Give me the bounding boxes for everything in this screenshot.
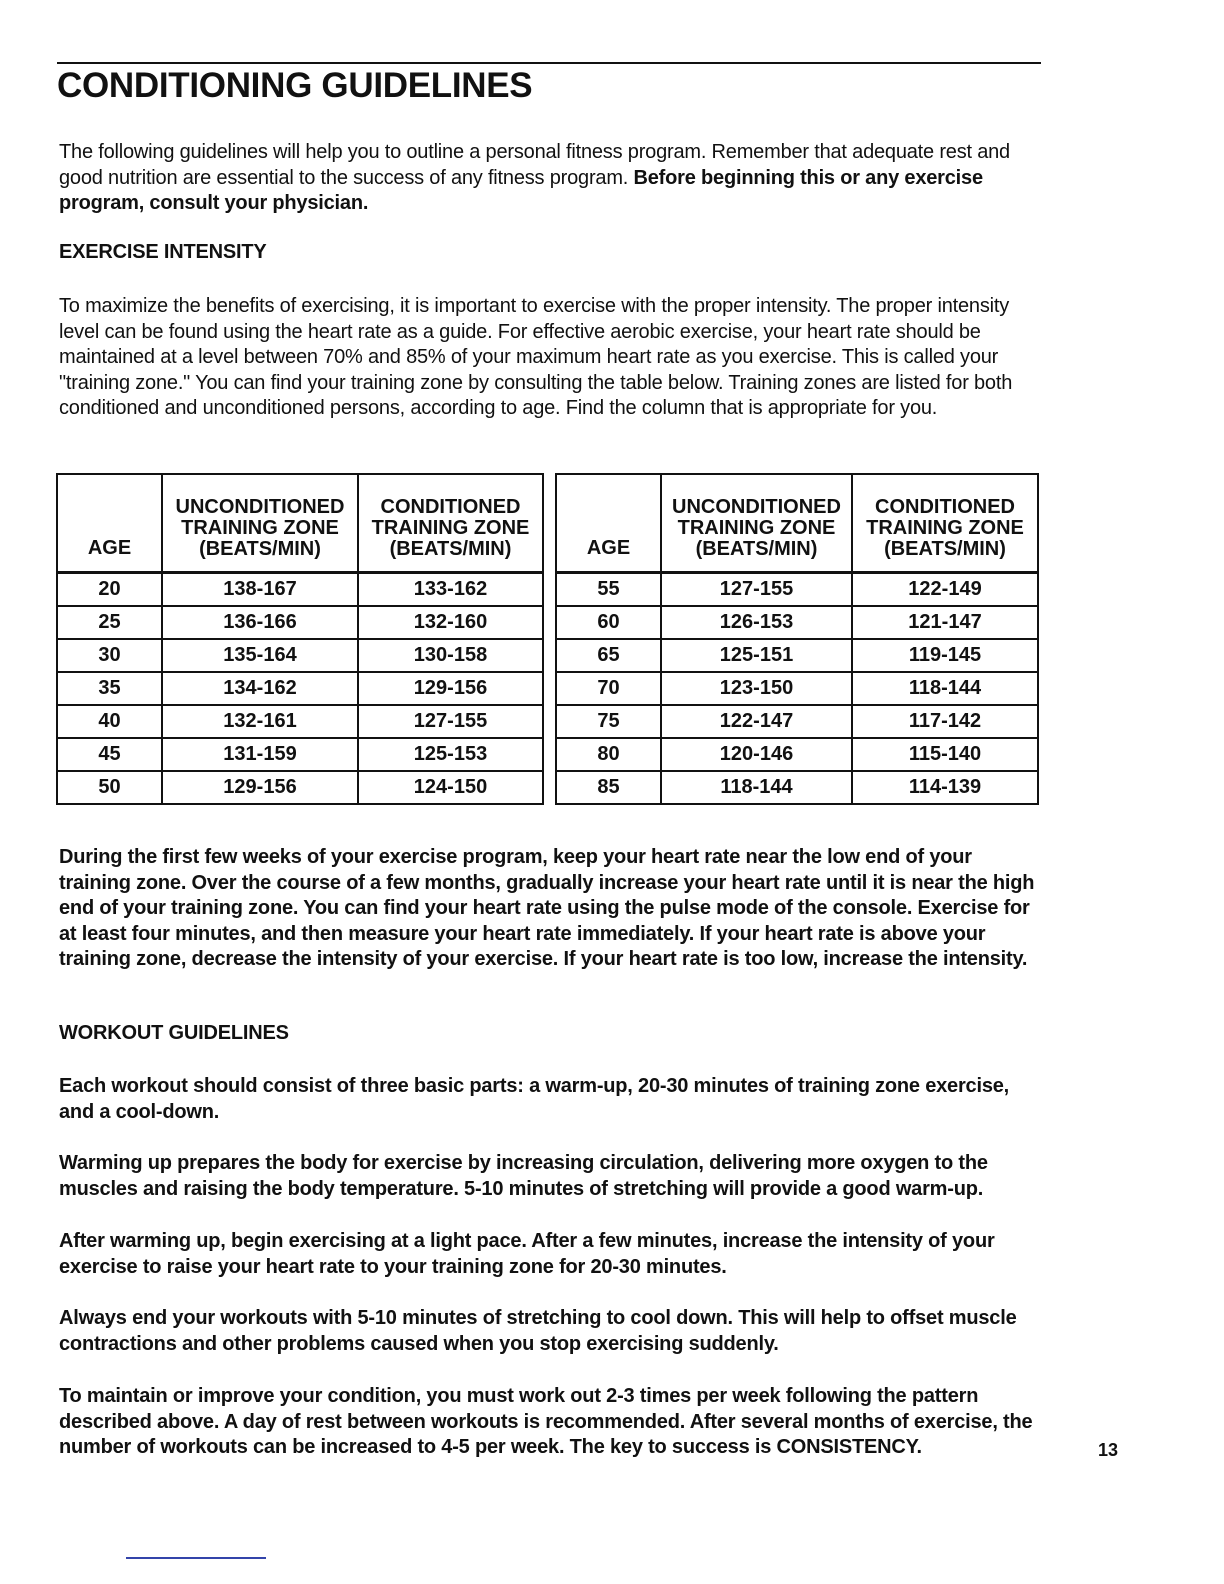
age-cell: 85 [556,771,661,804]
exercise-intensity-heading: EXERCISE INTENSITY [59,241,267,263]
table-header-row [57,474,543,573]
unconditioned-cell: 123-150 [661,672,852,705]
table-row [57,771,543,804]
table-row [556,738,1038,771]
intro-text: The following guidelines will help you to outline a personal fitness program. Remember that adequate rest and good nutrition are essential to the success of any fitness program. [59,141,1010,189]
conditioned-cell: 115-140 [852,738,1038,771]
table-row [57,738,543,771]
age-cell: 20 [57,573,162,607]
intro-paragraph [59,140,1044,217]
table-row [57,606,543,639]
conditioned-header: CONDITIONED TRAINING ZONE (BEATS/MIN) [358,474,543,573]
footer-line [126,1557,266,1559]
conditioned-cell: 119-145 [852,639,1038,672]
unconditioned-cell: 138-167 [162,573,358,607]
conditioned-cell: 129-156 [358,672,543,705]
workout-paragraph-frequency: To maintain or improve your condition, you must work out 2-3 times per week following the pattern described above. A day of rest between workouts is recommended. After several months of exercise, the number of workouts can be increased to 4-5 per week. The key to success is CONSISTENCY. [59,1385,1033,1458]
conditioned-cell: 127-155 [358,705,543,738]
unconditioned-cell: 122-147 [661,705,852,738]
age-cell: 80 [556,738,661,771]
age-header: AGE [556,474,661,573]
age-header: AGE [57,474,162,573]
conditioned-cell: 130-158 [358,639,543,672]
workout-paragraph-exercise: After warming up, begin exercising at a light pace. After a few minutes, increase the intensity of your exercise to raise your heart rate to your training zone for 20-30 minutes. [59,1230,995,1278]
conditioned-cell: 132-160 [358,606,543,639]
table-row [556,672,1038,705]
unconditioned-cell: 127-155 [661,573,852,607]
age-cell: 55 [556,573,661,607]
unconditioned-header: UNCONDITIONED TRAINING ZONE (BEATS/MIN) [162,474,358,573]
training-zone-table-right [555,473,1039,805]
conditioned-cell: 121-147 [852,606,1038,639]
top-rule [57,62,1041,64]
workout-guidelines-heading: WORKOUT GUIDELINES [59,1022,289,1044]
unconditioned-cell: 132-161 [162,705,358,738]
conditioned-cell: 118-144 [852,672,1038,705]
unconditioned-cell: 131-159 [162,738,358,771]
unconditioned-header: UNCONDITIONED TRAINING ZONE (BEATS/MIN) [661,474,852,573]
age-cell: 65 [556,639,661,672]
age-cell: 25 [57,606,162,639]
table-row [57,705,543,738]
workout-paragraph-parts: Each workout should consist of three basic parts: a warm-up, 20-30 minutes of training zone exercise, and a cool-down. [59,1075,1010,1123]
unconditioned-cell: 120-146 [661,738,852,771]
age-cell: 45 [57,738,162,771]
conditioned-cell: 122-149 [852,573,1038,607]
table-row [57,672,543,705]
table-row [57,573,543,607]
page-title: CONDITIONING GUIDELINES [57,66,533,105]
unconditioned-cell: 126-153 [661,606,852,639]
conditioned-cell: 133-162 [358,573,543,607]
unconditioned-cell: 136-166 [162,606,358,639]
table-row [556,573,1038,607]
conditioned-cell: 124-150 [358,771,543,804]
workout-paragraph-cooldown: Always end your workouts with 5-10 minutes of stretching to cool down. This will help to offset muscle contractions and other problems caused when you stop exercising suddenly. [59,1307,1017,1355]
table-row [556,606,1038,639]
age-cell: 40 [57,705,162,738]
training-zone-table-left [56,473,544,805]
age-cell: 50 [57,771,162,804]
unconditioned-cell: 118-144 [661,771,852,804]
age-cell: 75 [556,705,661,738]
page-number: 13 [1098,1440,1119,1460]
age-cell: 70 [556,672,661,705]
age-cell: 30 [57,639,162,672]
table-header-row [556,474,1038,573]
workout-paragraph-warmup: Warming up prepares the body for exercise by increasing circulation, delivering more oxygen to the muscles and raising the body temperature. 5-10 minutes of stretching will provide a good warm-up. [59,1152,988,1200]
table-row [556,771,1038,804]
table-row [556,705,1038,738]
table-row [556,639,1038,672]
table-row [57,639,543,672]
intro-warning: Before beginning this or any exercise program, consult your physician. [59,166,983,214]
age-cell: 60 [556,606,661,639]
conditioned-cell: 114-139 [852,771,1038,804]
intensity-followup-paragraph: During the first few weeks of your exercise program, keep your heart rate near the low end of your training zone. Over the course of a few months, gradually increase your heart rate until it is near the high end of your training zone. You can find your heart rate using the pulse mode of the console. Exercise for at least four minutes, and then measure your heart rate immediately. If your heart rate is above your training zone, decrease the intensity of your exercise. If your heart rate is too low, increase the intensity. [59,846,1035,970]
unconditioned-cell: 129-156 [162,771,358,804]
age-cell: 35 [57,672,162,705]
unconditioned-cell: 135-164 [162,639,358,672]
conditioned-cell: 117-142 [852,705,1038,738]
unconditioned-cell: 134-162 [162,672,358,705]
conditioned-cell: 125-153 [358,738,543,771]
unconditioned-cell: 125-151 [661,639,852,672]
intensity-paragraph: To maximize the benefits of exercising, it is important to exercise with the proper intensity. The proper intensity level can be found using the heart rate as a guide. For effective aerobic exercise, your heart rate should be maintained at a level between 70% and 85% of your maximum heart rate as you exercise. This is called your "training zone." You can find your training zone by consulting the table below. Training zones are listed for both conditioned and unconditioned persons, according to age. Find the column that is appropriate for you. [59,295,1013,419]
conditioned-header: CONDITIONED TRAINING ZONE (BEATS/MIN) [852,474,1038,573]
